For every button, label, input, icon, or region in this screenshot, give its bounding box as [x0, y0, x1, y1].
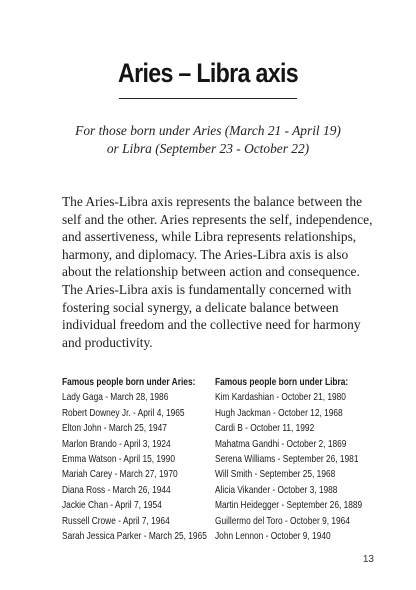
list-item: Lady Gaga - March 28, 1986: [62, 392, 169, 404]
list-item: Martin Heidegger - September 26, 1889: [215, 500, 363, 512]
list-item: Diana Ross - March 26, 1944: [62, 484, 171, 496]
list-item: Hugh Jackman - October 12, 1968: [215, 407, 343, 419]
list-item: Jackie Chan - April 7, 1954: [62, 500, 162, 512]
list-item: Emma Watson - April 15, 1990: [62, 454, 175, 466]
list-item: Mariah Carey - March 27, 1970: [62, 469, 178, 481]
body-line: about the relationship between action and consequence.: [62, 264, 360, 280]
list-item: Mahatma Gandhi - October 2, 1869: [215, 438, 347, 450]
subtitle-line-2: or Libra (September 23 - October 22): [106, 141, 310, 156]
list-item: Kim Kardashian - October 21, 1980: [215, 392, 346, 404]
list-item: Guillermo del Toro - October 9, 1964: [215, 515, 350, 527]
aries-list-heading: Famous people born under Aries:: [62, 377, 196, 388]
body-line: and productivity.: [62, 334, 153, 350]
list-item: Elton John - March 25, 1947: [62, 423, 167, 435]
body-line: and assertiveness, while Libra represents relationships,: [62, 229, 357, 245]
body-line: harmony, and diplomacy. The Aries-Libra axis is also: [62, 246, 349, 262]
list-item: Will Smith - September 25, 1968: [215, 469, 336, 481]
body-line: The Aries-Libra axis is fundamentally concerned with: [62, 281, 352, 297]
body-line: individual freedom and the collective need for harmony: [62, 317, 361, 333]
aries-people-list: [62, 375, 212, 544]
body-line: fostering social synergy, a delicate balance between: [62, 299, 339, 315]
list-item: Cardi B - October 11, 1992: [215, 423, 315, 435]
title-underline: [119, 98, 297, 99]
list-item: John Lennon - October 9, 1940: [215, 531, 331, 543]
page-title: Aries – Libra axis: [118, 58, 298, 88]
list-item: Alicia Vikander - October 3, 1988: [215, 484, 338, 496]
libra-list-heading: Famous people born under Libra:: [215, 377, 349, 388]
list-item: Marlon Brando - April 3, 1924: [62, 438, 171, 450]
list-item: Robert Downey Jr. - April 4, 1965: [62, 407, 185, 419]
list-item: Serena Williams - September 26, 1981: [215, 454, 359, 466]
body-line: The Aries-Libra axis represents the balance between the: [62, 194, 363, 209]
list-item: Russell Crowe - April 7, 1964: [62, 515, 170, 527]
page-number: 13: [362, 554, 374, 565]
list-item: Sarah Jessica Parker - March 25, 1965: [62, 531, 207, 543]
body-paragraph: [62, 193, 373, 351]
body-line: self and the other. Aries represents the self, independence,: [62, 211, 373, 227]
libra-people-list: [215, 375, 365, 544]
subtitle-line-1: For those born under Aries (March 21 - April 19): [75, 123, 341, 138]
